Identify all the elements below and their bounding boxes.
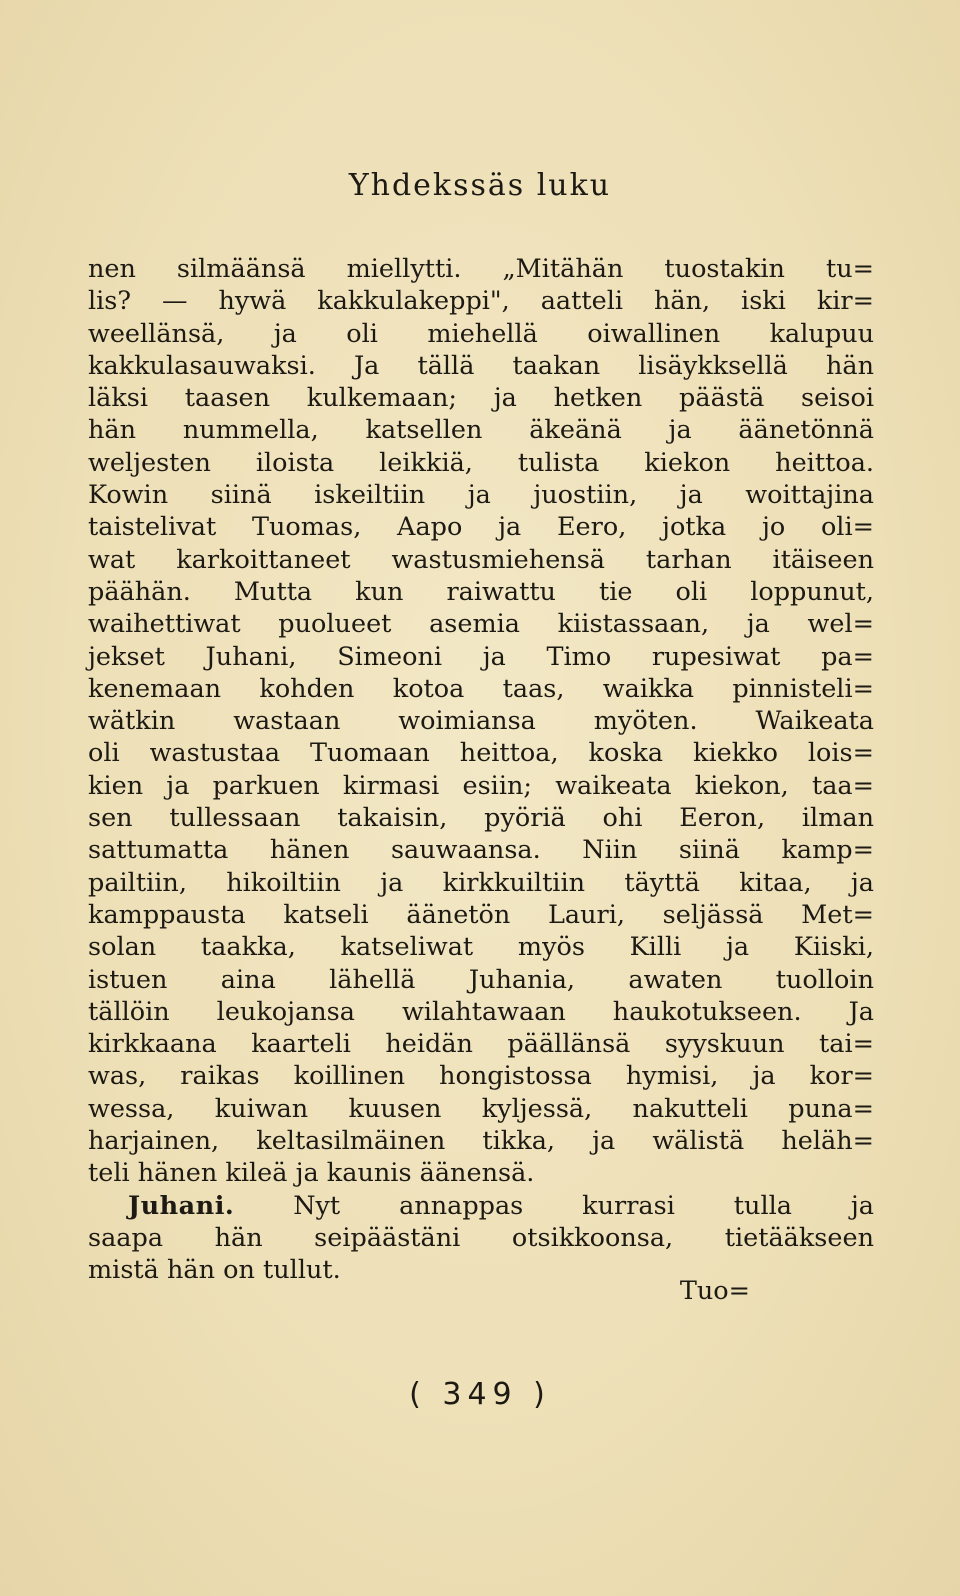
text-line: harjainen, keltasilmäinen tikka, ja wälistä heläh= — [88, 1126, 874, 1157]
text-line: kien ja parkuen kirmasi esiin; waikeata kiekon, taa= — [88, 770, 874, 801]
text-line: lis? — hywä kakkulakeppi", aatteli hän, iski kir= — [88, 286, 874, 317]
text-line: nen silmäänsä miellytti. „Mitähän tuostakin tu= — [88, 254, 874, 284]
text-line: teli hänen kileä ja kaunis äänensä. — [88, 1158, 535, 1189]
text-line: Kowin siinä iskeiltiin ja juostiin, ja woittajina — [88, 480, 874, 511]
dialogue-line — [88, 1190, 874, 1222]
text-line: pailtiin, hikoiltiin ja kirkkuiltiin täyttä kitaa, ja — [88, 867, 874, 898]
text-line: weellänsä, ja oli miehellä oiwallinen kalupuu — [88, 318, 874, 349]
running-head: Yhdekssäs luku — [348, 168, 612, 203]
text-line: läksi taasen kulkemaan; ja hetken päästä seisoi — [88, 383, 874, 414]
speaker-name: Juhani. — [128, 1190, 235, 1221]
dialogue-line: mistä hän on tullut. — [88, 1255, 341, 1286]
text-line: kakkulasauwaksi. Ja tällä taakan lisäykksellä hän — [88, 350, 874, 381]
text-line: was, raikas koillinen hongistossa hymisi, ja kor= — [88, 1061, 874, 1092]
text-line: wätkin wastaan woimiansa myöten. Waikeata — [88, 706, 874, 737]
text-line: waihettiwat puolueet asemia kiistassaan, ja wel= — [88, 609, 874, 640]
text-line: weljesten iloista leikkiä, tulista kiekon heittoa. — [88, 447, 874, 478]
text-line: taistelivat Tuomas, Aapo ja Eero, jotka jo oli= — [88, 512, 874, 543]
text-line: oli wastustaa Tuomaan heittoa, koska kiekko lois= — [88, 738, 874, 769]
dialogue-line: saapa hän seipäästäni otsikkoonsa, tietääkseen — [88, 1222, 874, 1253]
page-number: ( 349 ) — [409, 1377, 551, 1412]
text-line: kamppausta katseli äänetön Lauri, seljässä Met= — [88, 899, 874, 930]
text-line: kenemaan kohden kotoa taas, waikka pinnisteli= — [88, 673, 874, 704]
text-line: jekset Juhani, Simeoni ja Timo rupesiwat pa= — [88, 641, 874, 672]
catchword: Tuo= — [679, 1276, 750, 1306]
text-line: päähän. Mutta kun raiwattu tie oli loppunut, — [88, 576, 874, 607]
text-line: tällöin leukojansa wilahtawaan haukotukseen. Ja — [88, 996, 874, 1027]
text-line: istuen aina lähellä Juhania, awaten tuolloin — [88, 964, 874, 995]
text-line: wessa, kuiwan kuusen kyljessä, nakutteli puna= — [88, 1093, 874, 1124]
body-text — [88, 253, 874, 1287]
text-line: solan taakka, katseliwat myös Killi ja Kiiski, — [88, 932, 874, 963]
dialogue-text: Nyt annappas kurrasi tulla ja — [293, 1190, 874, 1221]
text-line: hän nummella, katsellen äkeänä ja äänetönnä — [88, 415, 874, 446]
text-line: wat karkoittaneet wastusmiehensä tarhan itäiseen — [88, 544, 874, 575]
text-line: sattumatta hänen sauwaansa. Niin siinä kamp= — [88, 835, 874, 866]
text-line: kirkkaana kaarteli heidän päällänsä syyskuun tai= — [88, 1029, 874, 1060]
text-line: sen tullessaan takaisin, pyöriä ohi Eeron, ilman — [88, 803, 874, 834]
